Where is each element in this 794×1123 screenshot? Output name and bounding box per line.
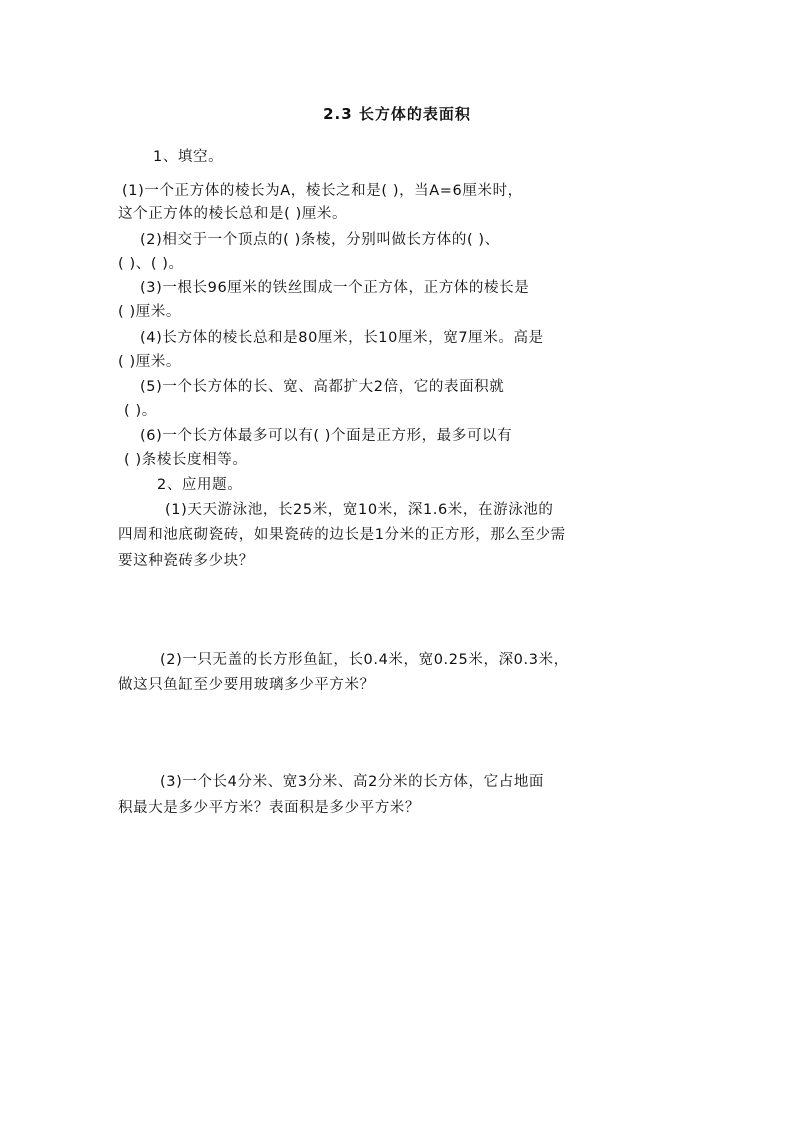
fill-item-5-line-2: ( )。	[124, 403, 157, 419]
fill-item-1-line-1: (1)一个正方体的棱长为A，棱长之和是( )，当A=6厘米时，	[122, 183, 523, 199]
problem-2-line-2: 做这只鱼缸至少要用玻璃多少平方米？	[118, 677, 375, 693]
problem-2-line-1: (2)一只无盖的长方形鱼缸，长0.4米，宽0.25米，深0.3米，	[160, 652, 569, 668]
fill-item-1-line-2: 这个正方体的棱长总和是( )厘米。	[118, 206, 348, 222]
problem-1-line-2: 四周和池底砌瓷砖，如果瓷砖的边长是1分米的正方形，那么至少需	[118, 527, 566, 543]
fill-item-3-line-1: (3)一根长96厘米的铁丝围成一个正方体，正方体的棱长是	[140, 280, 530, 296]
page-title: 2.3 长方体的表面积	[323, 105, 471, 123]
section-2-heading: 2、应用题。	[157, 477, 243, 493]
fill-item-6-line-2: ( )条棱长度相等。	[124, 452, 248, 468]
fill-item-5-line-1: (5)一个长方体的长、宽、高都扩大2倍，它的表面积就	[140, 379, 505, 395]
fill-item-4-line-2: ( )厘米。	[118, 354, 182, 370]
fill-item-2-line-2: ( )、( )。	[118, 256, 184, 272]
fill-item-6-line-1: (6)一个长方体最多可以有( )个面是正方形，最多可以有	[140, 428, 513, 444]
problem-3-line-2: 积最大是多少平方米？表面积是多少平方米？	[118, 800, 420, 816]
fill-item-2-line-1: (2)相交于一个顶点的( )条棱，分别叫做长方体的( )、	[140, 232, 500, 248]
fill-item-3-line-2: ( )厘米。	[118, 304, 182, 320]
problem-1-line-1: (1)天天游泳池，长25米，宽10米，深1.6米，在游泳池的	[165, 502, 554, 518]
problem-1-line-3: 要这种瓷砖多少块？	[118, 553, 254, 569]
section-1-heading: 1、填空。	[153, 149, 224, 165]
problem-3-line-1: (3)一个长4分米、宽3分米、高2分米的长方体，它占地面	[160, 774, 545, 790]
fill-item-4-line-1: (4)长方体的棱长总和是80厘米，长10厘米，宽7厘米。高是	[140, 330, 544, 346]
